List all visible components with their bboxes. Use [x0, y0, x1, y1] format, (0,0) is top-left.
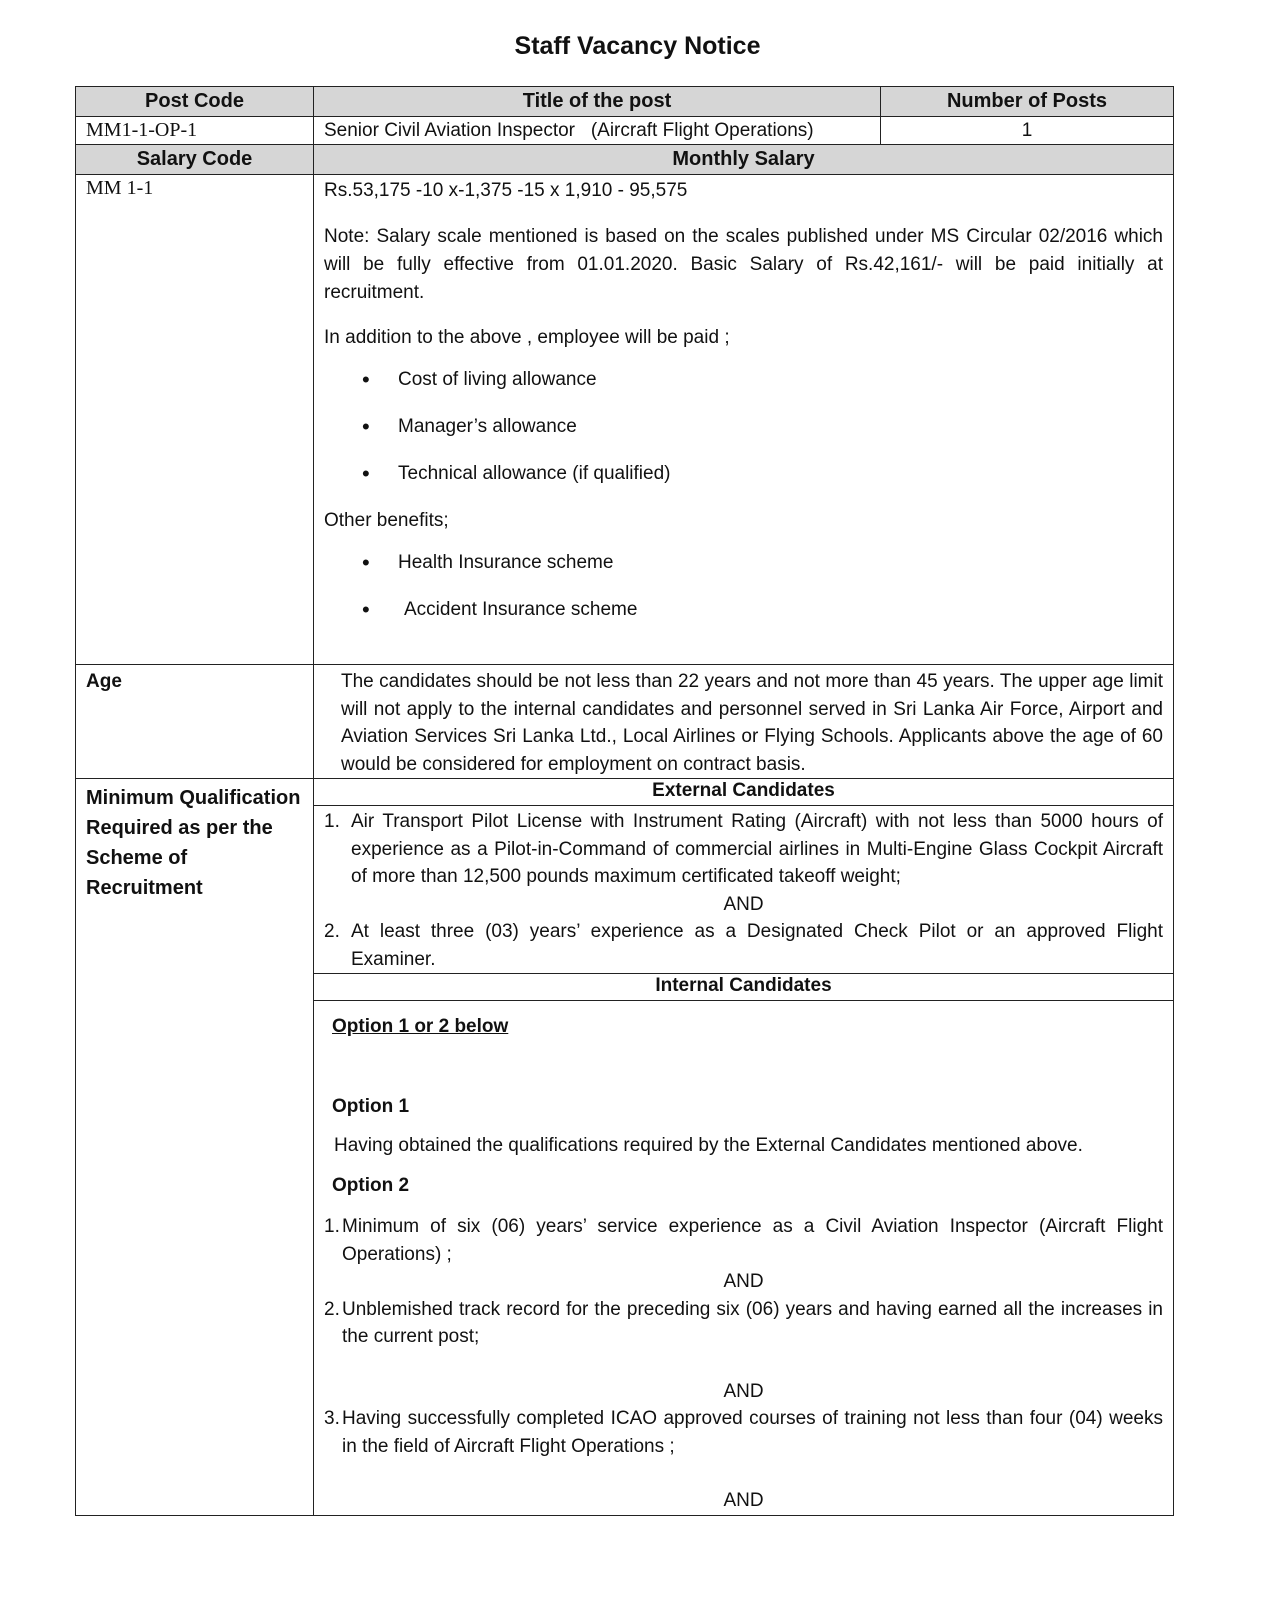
post-title-value: Senior Civil Aviation Inspector (Aircraft Flight Operations)	[314, 117, 881, 145]
age-label: Age	[76, 665, 314, 779]
list-item	[324, 1296, 1163, 1351]
list-item	[324, 1405, 1163, 1460]
item-text: At least three (03) years’ experience as a Designated Check Pilot or an approved Flight Examiner.	[351, 921, 1163, 970]
benefit-list	[362, 549, 1163, 624]
post-code-value: MM1-1-OP-1	[76, 117, 314, 145]
salary-details	[314, 175, 1174, 665]
and-separator: AND	[723, 1380, 764, 1402]
option2-label: Option 2	[332, 1174, 410, 1196]
external-requirements	[314, 806, 1174, 974]
posts-header: Number of Posts	[881, 87, 1174, 117]
list-item	[324, 1213, 1163, 1268]
item-number: 1.	[324, 1216, 340, 1237]
list-item: • Accident Insurance scheme	[362, 596, 1163, 624]
salary-code-header: Salary Code	[76, 145, 314, 175]
external-list	[324, 808, 1163, 973]
internal-requirements	[314, 1001, 1174, 1516]
monthly-salary-header: Monthly Salary	[314, 145, 1174, 175]
and-separator: AND	[723, 1490, 764, 1511]
item-text: Minimum of six (06) years’ service experience as a Civil Aviation Inspector (Aircraft Flight Operations) ;	[342, 1216, 1163, 1265]
list-item: • Health Insurance scheme	[362, 549, 1163, 577]
salary-code-value: MM 1-1	[76, 175, 314, 665]
list-item	[324, 808, 1163, 891]
item-number: 1.	[324, 811, 340, 832]
allowance-list	[362, 366, 1163, 488]
qualification-label: Minimum Qualification Required as per the Scheme of Recruitment	[76, 779, 314, 1516]
option1-text: Having obtained the qualifications required by the External Candidates mentioned above.	[334, 1135, 1083, 1156]
salary-note: Note: Salary scale mentioned is based on the scales published under MS Circular 02/2016 which will be fully effective from 01.01.2020. Basic Salary of Rs.42,161/- will be paid initially at recruitment.	[324, 226, 1163, 303]
list-item: • Technical allowance (if qualified)	[362, 460, 1163, 488]
option1-label: Option 1	[332, 1095, 410, 1117]
posts-value: 1	[881, 117, 1174, 145]
vacancy-table	[75, 86, 1174, 1516]
and-separator: AND	[723, 893, 764, 915]
additional-intro: In addition to the above , employee will be paid ;	[324, 327, 730, 348]
item-number: 2.	[324, 921, 340, 942]
title-header: Title of the post	[314, 87, 881, 117]
option-intro: Option 1 or 2 below	[332, 1016, 509, 1037]
internal-list	[324, 1213, 1163, 1515]
list-item	[324, 918, 1163, 973]
post-code-header: Post Code	[76, 87, 314, 117]
other-benefits-intro: Other benefits;	[324, 510, 449, 531]
item-text: Air Transport Pilot License with Instrument Rating (Aircraft) with not less than 5000 hours of experience as a Pilot-in-Command of commercial airlines in Multi-Engine Glass Cockpit Aircraft of more than 12,500 pounds maximum certificated takeoff weight;	[351, 811, 1163, 887]
page-title: Staff Vacancy Notice	[514, 32, 761, 60]
external-heading: External Candidates	[314, 779, 1174, 806]
item-text: Having successfully completed ICAO approved courses of training not less than four (04) weeks in the field of Aircraft Flight Operations ;	[342, 1408, 1163, 1457]
item-text: Unblemished track record for the preceding six (06) years and having earned all the increases in the current post;	[342, 1298, 1163, 1347]
list-item: • Cost of living allowance	[362, 366, 1163, 394]
item-number: 2.	[324, 1298, 340, 1320]
salary-scale: Rs.53,175 -10 x-1,375 -15 x 1,910 - 95,575	[324, 180, 688, 201]
age-text: The candidates should be not less than 22 years and not more than 45 years. The upper age limit will not apply to the internal candidates and personnel served in Sri Lanka Air Force, Airport and Aviation Services Sri Lanka Ltd., Local Airlines or Flying Schools. Applicants above the age of 60 would be considered for employment on contract basis.	[314, 665, 1174, 779]
internal-heading: Internal Candidates	[314, 974, 1174, 1001]
and-separator: AND	[723, 1271, 764, 1292]
list-item: • Manager’s allowance	[362, 413, 1163, 441]
item-number: 3.	[324, 1408, 340, 1429]
